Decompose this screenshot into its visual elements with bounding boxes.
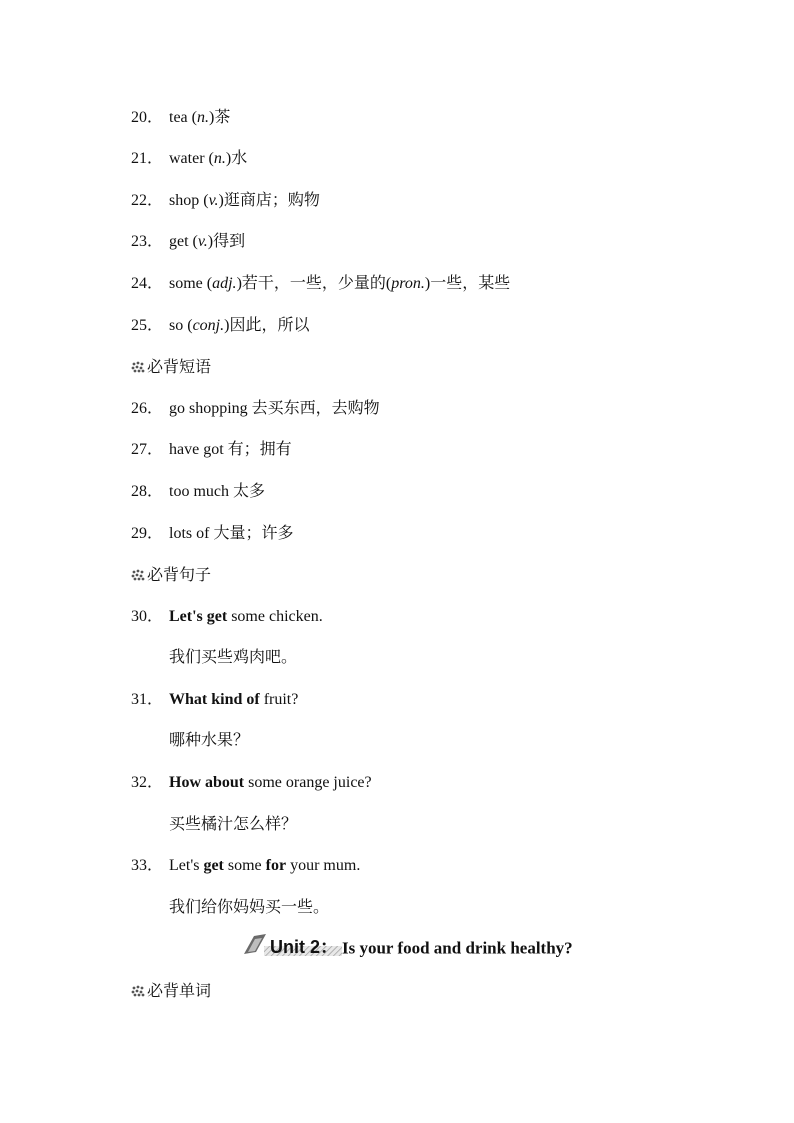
part-of-speech: adj. xyxy=(212,275,237,292)
key-phrase: Let's get xyxy=(169,608,228,625)
key-word: get xyxy=(203,857,224,874)
part-of-speech: n. xyxy=(213,150,226,167)
part-of-speech: n. xyxy=(196,109,209,126)
item-number: 29． xyxy=(131,525,164,542)
item-number: 27． xyxy=(131,441,164,458)
heading-text: 必背单词 xyxy=(147,981,212,1000)
section-mark-icon xyxy=(131,361,145,373)
sentence-item xyxy=(131,773,372,793)
item-number: 26． xyxy=(131,400,164,417)
item-number: 32． xyxy=(131,774,164,791)
sentence-rest: some chicken. xyxy=(227,608,323,625)
word: water xyxy=(169,150,205,167)
phrases-heading xyxy=(131,357,211,377)
key-phrase: How about xyxy=(169,774,245,791)
unit-label: Unit 2： xyxy=(270,937,339,957)
meaning: 得到 xyxy=(213,233,246,250)
phrase-item xyxy=(131,482,265,502)
word-item: 21． water (n.)水 xyxy=(131,150,248,167)
meaning: 因此，所以 xyxy=(229,317,310,334)
phrase-text: lots of 大量；许多 xyxy=(169,525,294,542)
sentence-item xyxy=(131,856,360,876)
word: so xyxy=(169,317,184,334)
sentence-translation: 我们买些鸡肉吧。 xyxy=(169,649,298,666)
word: shop xyxy=(169,192,200,209)
meaning: 逛商店；购物 xyxy=(223,192,320,209)
unit-title: Is your food and drink healthy? xyxy=(342,938,573,958)
item-number: 31． xyxy=(131,691,164,708)
word-item: 24． some (adj.)若干，一些，少量的(pron.)一些，某些 xyxy=(131,275,511,292)
phrase-text: have got 有；拥有 xyxy=(169,441,292,458)
unit-heading xyxy=(240,930,573,962)
heading-text: 必背短语 xyxy=(147,357,212,376)
sentence-item xyxy=(131,690,298,710)
item-number: 30． xyxy=(131,608,164,625)
section-mark-icon xyxy=(131,569,145,581)
sentences-heading xyxy=(131,565,211,585)
sentence-mid: some xyxy=(223,857,266,874)
word: tea xyxy=(169,109,188,126)
key-word-2: for xyxy=(265,857,287,874)
heading-text: 必背句子 xyxy=(147,565,212,584)
key-phrase: What kind of xyxy=(169,691,260,708)
word: get xyxy=(169,233,189,250)
word-item: 23． get (v.)得到 xyxy=(131,233,246,250)
meaning: 茶 xyxy=(214,109,231,126)
word-item: 22． shop (v.)逛商店；购物 xyxy=(131,192,320,209)
sentence-translation: 我们给你妈妈买一些。 xyxy=(169,899,330,916)
meaning-2: 一些，某些 xyxy=(430,275,511,292)
section-mark-icon xyxy=(131,985,145,997)
item-number: 24． xyxy=(131,275,164,292)
phrase-item xyxy=(131,399,380,419)
phrase-text: go shopping 去买东西，去购物 xyxy=(169,400,380,417)
part-of-speech: conj. xyxy=(192,317,225,334)
part-of-speech: v. xyxy=(197,233,208,250)
phrase-text: too much 太多 xyxy=(169,483,265,500)
sentence-rest: some orange juice? xyxy=(244,774,372,791)
item-number: 33． xyxy=(131,857,164,874)
word: some xyxy=(169,275,203,292)
part-of-speech-2: pron. xyxy=(391,275,425,292)
unit-badge xyxy=(240,930,342,958)
sentence-pre: Let's xyxy=(169,857,204,874)
part-of-speech: v. xyxy=(208,192,219,209)
sentence-translation: 哪种水果？ xyxy=(169,732,250,749)
meaning: 若干，一些，少量的 xyxy=(241,275,386,292)
words-heading xyxy=(131,981,211,1001)
item-number: 22． xyxy=(131,192,164,209)
sentence-rest: your mum. xyxy=(286,857,361,874)
phrase-item xyxy=(131,440,292,460)
item-number: 25． xyxy=(131,317,164,334)
sentence-translation: 买些橘汁怎么样？ xyxy=(169,816,298,833)
item-number: 28． xyxy=(131,483,164,500)
phrase-item xyxy=(131,524,293,544)
meaning: 水 xyxy=(231,150,248,167)
word-item: 25． so (conj.)因此，所以 xyxy=(131,317,310,334)
word-item: 20． tea (n.)茶 xyxy=(131,109,231,126)
item-number: 23． xyxy=(131,233,164,250)
item-number: 20． xyxy=(131,109,164,126)
sentence-item xyxy=(131,607,323,627)
sentence-rest: fruit? xyxy=(259,691,299,708)
item-number: 21． xyxy=(131,150,164,167)
